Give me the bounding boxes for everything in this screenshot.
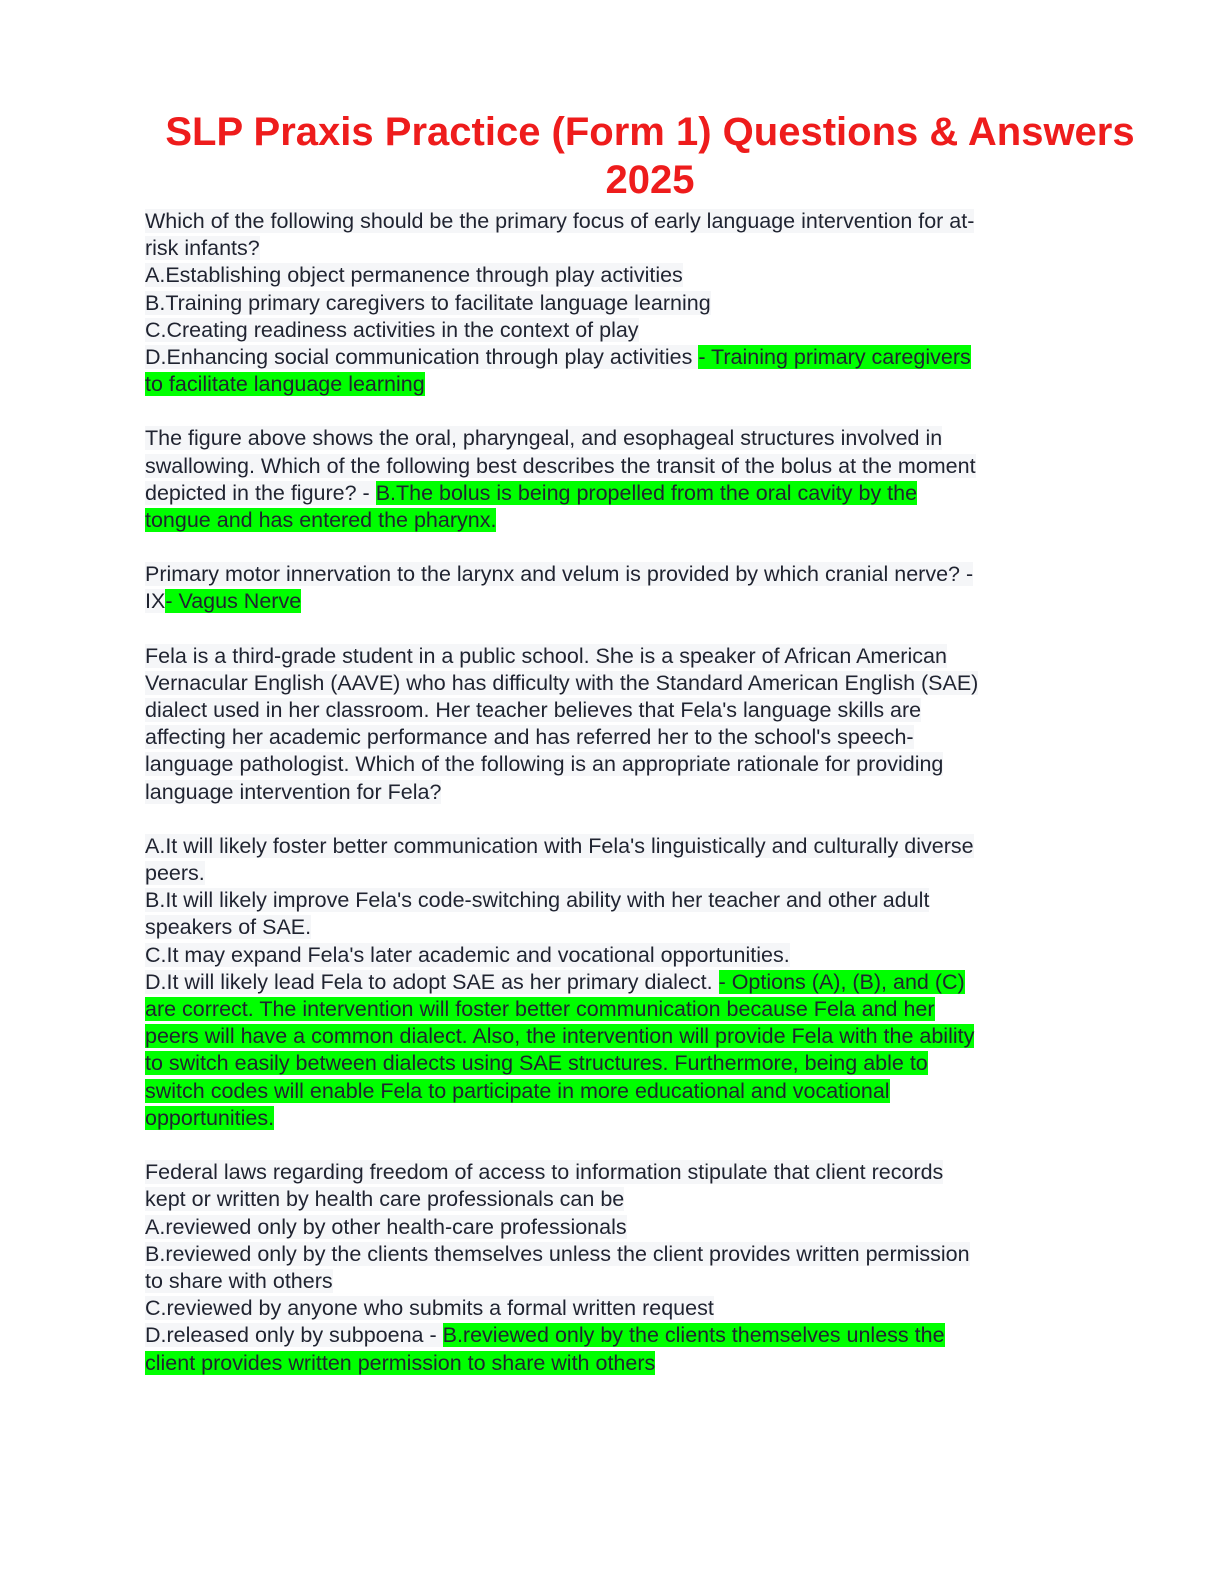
question-stem: risk infants?: [145, 236, 260, 261]
correct-answer-highlight: to facilitate language learning: [145, 372, 425, 397]
answer-option: peers.: [145, 861, 205, 886]
answer-option: speakers of SAE.: [145, 915, 312, 940]
correct-answer-highlight: - Options (A), (B), and (C): [718, 969, 965, 994]
correct-answer-highlight: client provides written permission to share with others: [145, 1350, 656, 1375]
correct-answer-highlight: switch codes will enable Fela to participate in more educational and vocational: [145, 1078, 890, 1103]
question-stem: Vernacular English (AAVE) who has difficulty with the Standard American English (SAE): [145, 670, 979, 695]
question-block: [145, 643, 1075, 1132]
answer-option: D.It will likely lead Fela to adopt SAE as her primary dialect.: [145, 969, 719, 994]
question-stem: swallowing. Which of the following best describes the transit of the bolus at the moment: [145, 453, 976, 478]
answer-option: C.reviewed by anyone who submits a formal written request: [145, 1296, 714, 1321]
question-stem: affecting her academic performance and has referred her to the school's speech-: [145, 725, 914, 750]
correct-answer-highlight: peers will have a common dialect. Also, the intervention will provide Fela with the ability: [145, 1024, 975, 1049]
question-list: [145, 208, 1075, 1404]
correct-answer-highlight: are correct. The intervention will foster better communication because Fela and her: [145, 997, 935, 1022]
correct-answer-highlight: B.The bolus is being propelled from the oral cavity by the: [375, 480, 918, 505]
page-title: [110, 108, 1190, 204]
answer-option: A.reviewed only by other health-care professionals: [145, 1214, 627, 1239]
answer-option: A.It will likely foster better communication with Fela's linguistically and culturally diverse: [145, 833, 974, 858]
question-block: [145, 561, 1075, 615]
question-stem: The figure above shows the oral, pharyngeal, and esophageal structures involved in: [145, 426, 943, 451]
answer-option: C.It may expand Fela's later academic and vocational opportunities.: [145, 942, 790, 967]
question-stem: Fela is a third-grade student in a public school. She is a speaker of African American: [145, 643, 947, 668]
answer-option: B.Training primary caregivers to facilitate language learning: [145, 290, 711, 315]
question-block: [145, 1159, 1075, 1377]
correct-answer-highlight: to switch easily between dialects using SAE structures. Furthermore, being able to: [145, 1051, 928, 1076]
question-stem: language pathologist. Which of the following is an appropriate rationale for providing: [145, 752, 944, 777]
correct-answer-highlight: - Training primary caregivers: [698, 345, 971, 370]
answer-option: B.reviewed only by the clients themselves unless the client provides written permission: [145, 1241, 970, 1266]
correct-answer-highlight: - Vagus Nerve: [165, 589, 302, 614]
answer-option: B.It will likely improve Fela's code-switching ability with her teacher and other adult: [145, 888, 930, 913]
question-block: [145, 208, 1075, 398]
answer-option: C.Creating readiness activities in the context of play: [145, 317, 639, 342]
correct-answer-highlight: opportunities.: [145, 1105, 275, 1130]
question-stem: language intervention for Fela?: [145, 779, 442, 804]
question-stem: Which of the following should be the primary focus of early language intervention for at-: [145, 209, 975, 233]
question-stem: kept or written by health care professionals can be: [145, 1187, 625, 1212]
question-stem: depicted in the figure? -: [145, 480, 376, 505]
answer-option: to share with others: [145, 1268, 333, 1293]
question-stem: IX: [145, 589, 166, 614]
correct-answer-highlight: B.reviewed only by the clients themselves unless the: [442, 1323, 945, 1348]
question-stem: Primary motor innervation to the larynx and velum is provided by which cranial nerve? -: [145, 562, 974, 587]
title-line-1: SLP Praxis Practice (Form 1) Questions & Answers: [165, 110, 1135, 154]
title-line-2: 2025: [605, 158, 695, 202]
question-stem: dialect used in her classroom. Her teacher believes that Fela's language skills are: [145, 698, 922, 723]
answer-option: D.released only by subpoena -: [145, 1323, 443, 1348]
correct-answer-highlight: tongue and has entered the pharynx.: [145, 508, 497, 533]
answer-option: A.Establishing object permanence through play activities: [145, 263, 683, 288]
question-block: [145, 425, 1075, 534]
question-stem: Federal laws regarding freedom of access to information stipulate that client records: [145, 1160, 944, 1185]
answer-option: D.Enhancing social communication through play activities: [145, 345, 699, 370]
